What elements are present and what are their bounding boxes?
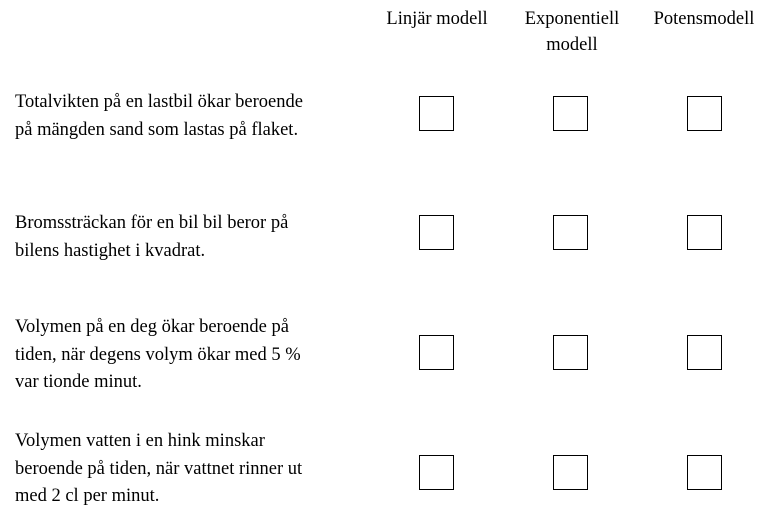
question-text-line: på mängden sand som lastas på flaket. <box>15 119 299 140</box>
checkbox-q4-linear[interactable] <box>419 455 454 490</box>
header-linear-label: Linjär modell <box>386 9 488 29</box>
checkbox-q3-power[interactable] <box>687 335 722 370</box>
question-text-line: tiden, när degens volym ökar med 5 % <box>15 344 301 365</box>
header-linear <box>367 6 507 32</box>
question-text-line: Bromssträckan för en bil bil beror på <box>15 213 289 233</box>
question-4 <box>15 428 375 511</box>
header-power <box>634 6 768 32</box>
header-exponential-line2: modell <box>546 35 598 55</box>
checkbox-q2-linear[interactable] <box>419 215 454 250</box>
question-text-line: Volymen på en deg ökar beroende på <box>15 317 289 337</box>
question-text-line: Totalvikten på en lastbil ökar beroende <box>15 92 303 112</box>
question-text-line: med 2 cl per minut. <box>15 486 160 506</box>
question-text-line: Volymen vatten i en hink minskar <box>15 431 265 451</box>
header-power-label: Potensmodell <box>653 9 755 29</box>
checkbox-q1-linear[interactable] <box>419 96 454 131</box>
question-text-line: bilens hastighet i kvadrat. <box>15 240 206 261</box>
question-1 <box>15 89 375 144</box>
question-3 <box>15 314 375 397</box>
question-text-line: var tionde minut. <box>15 372 142 392</box>
checkbox-q4-power[interactable] <box>687 455 722 490</box>
checkbox-q2-power[interactable] <box>687 215 722 250</box>
header-exponential-line1: Exponentiell <box>524 9 620 29</box>
checkbox-q2-exponential[interactable] <box>553 215 588 250</box>
header-exponential <box>502 6 642 58</box>
checkbox-q3-linear[interactable] <box>419 335 454 370</box>
checkbox-q1-exponential[interactable] <box>553 96 588 131</box>
checkbox-q4-exponential[interactable] <box>553 455 588 490</box>
checkbox-q1-power[interactable] <box>687 96 722 131</box>
checkbox-q3-exponential[interactable] <box>553 335 588 370</box>
question-text-line: beroende på tiden, när vattnet rinner ut <box>15 458 303 479</box>
question-2 <box>15 210 375 265</box>
